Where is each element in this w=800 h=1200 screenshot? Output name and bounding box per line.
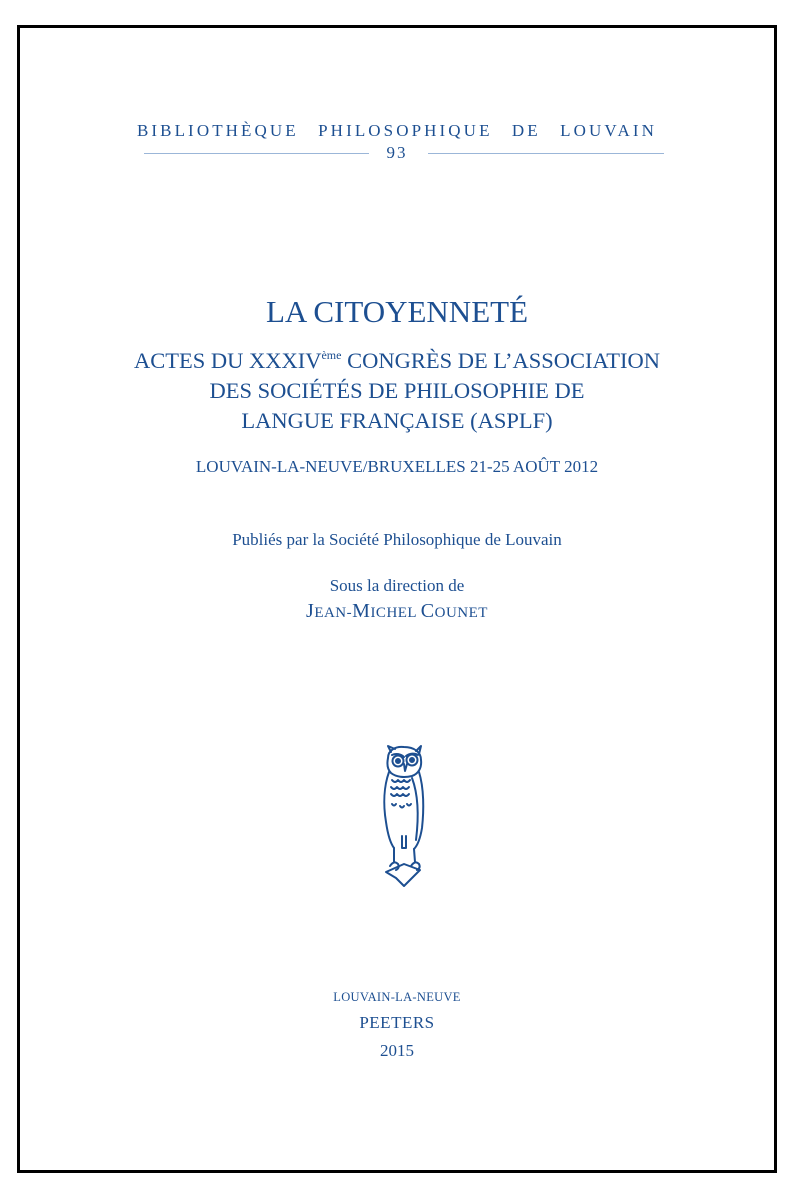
- book-subtitle: [20, 346, 774, 436]
- series-rule-right: [428, 153, 664, 154]
- editor-initial-m: M: [352, 600, 371, 622]
- subtitle-line-3: LANGUE FRANÇAISE (ASPLF): [241, 408, 553, 433]
- editor-initial-j: J: [306, 600, 315, 622]
- subtitle-line-1-start: ACTES DU XXXIV: [133, 348, 322, 373]
- book-title: LA CITOYENNETÉ: [265, 294, 529, 329]
- direction-label: Sous la direction de: [329, 576, 465, 595]
- congress-place-date: LOUVAIN-LA-NEUVE/BRUXELLES 21-25 AOÛT 2012: [195, 457, 599, 476]
- editor-smallcaps-3: OUNET: [434, 605, 488, 621]
- imprint-year: 2015: [380, 1041, 414, 1060]
- editor-smallcaps-2: ICHEL: [370, 605, 421, 621]
- imprint-publisher: PEETERS: [359, 1013, 435, 1032]
- owl-icon: [374, 744, 432, 890]
- subtitle-line-2: DES SOCIÉTÉS DE PHILOSOPHIE DE: [209, 378, 585, 403]
- editor-name: [20, 600, 774, 623]
- imprint-city: LOUVAIN-LA-NEUVE: [333, 990, 461, 1004]
- editor-initial-c: C: [420, 600, 435, 622]
- subtitle-line-1-end: CONGRÈS DE L’ASSOCIATION: [341, 348, 661, 373]
- series-title: BIBLIOTHÈQUE PHILOSOPHIQUE DE LOUVAIN: [136, 121, 658, 140]
- subtitle-line-1: [20, 346, 774, 376]
- series-number: 93: [386, 143, 408, 162]
- book-cover: [17, 25, 777, 1173]
- ordinal-superscript: ème: [321, 348, 342, 362]
- published-by: Publiés par la Société Philosophique de Louvain: [232, 530, 562, 549]
- editor-smallcaps-1: EAN-: [314, 605, 353, 621]
